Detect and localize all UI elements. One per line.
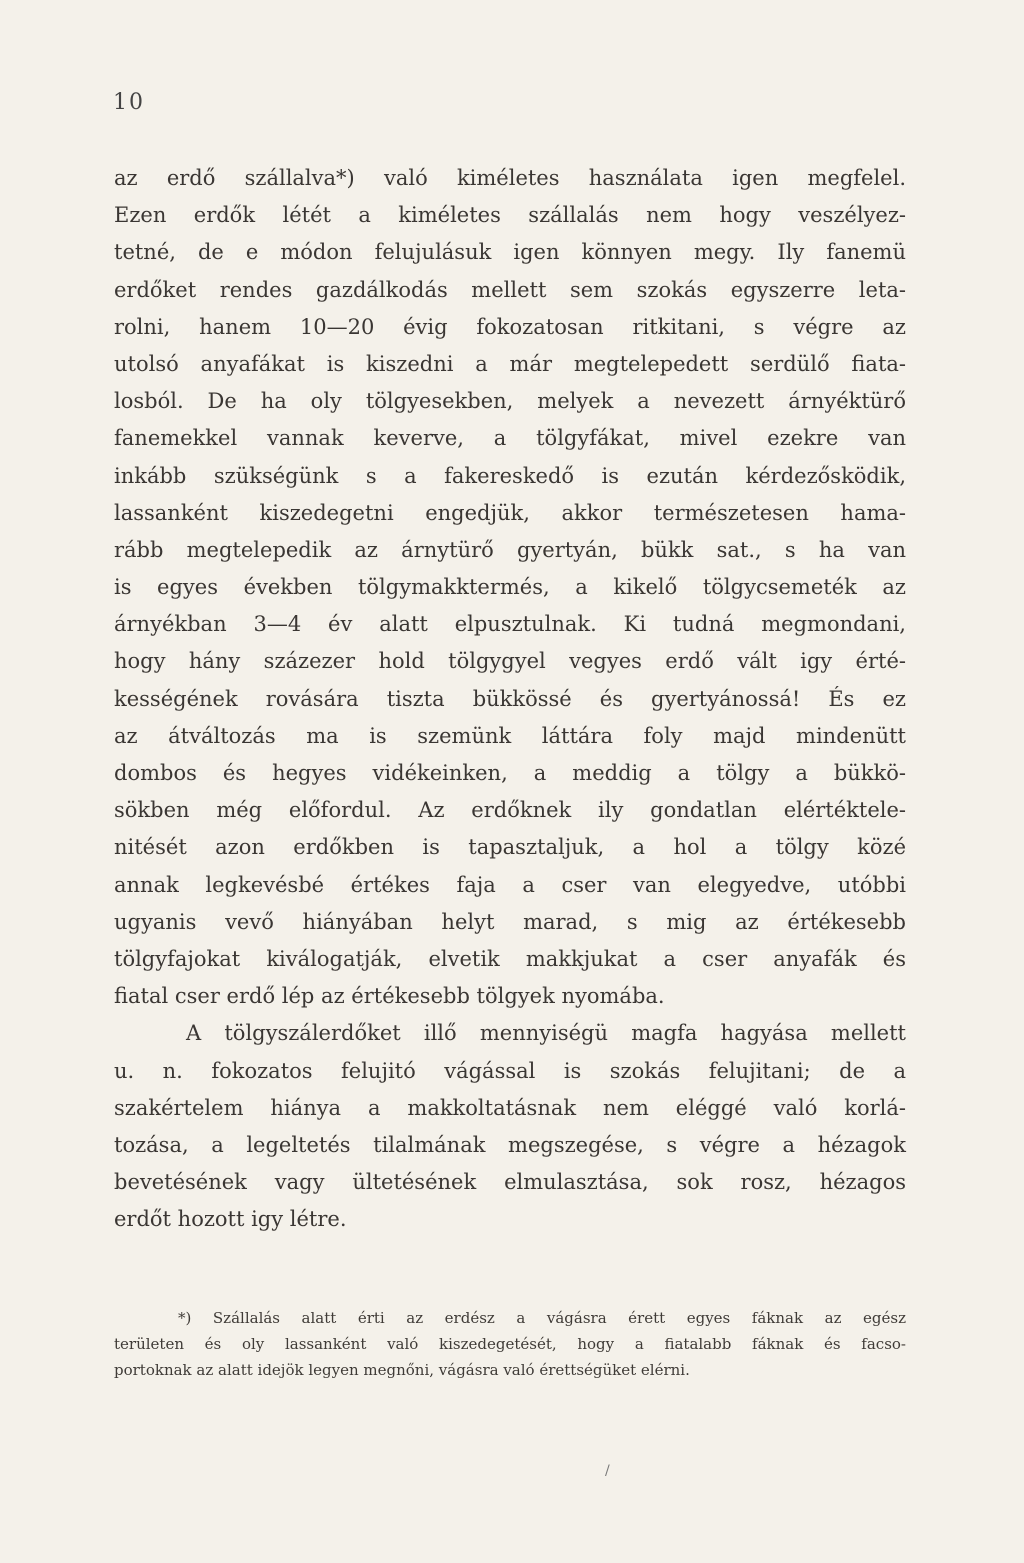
text-line: tetné, de e módon felujulásuk igen könnyen megy. Ily fanemü [114, 240, 906, 265]
text-line: inkább szükségünk s a fakereskedő is ezután kérdezősködik, [114, 463, 906, 488]
text-line: az erdő szállalva*) való kiméletes használata igen megfelel. [114, 166, 906, 190]
text-line: dombos és hegyes vidékeinken, a meddig a tölgy a bükkö- [114, 761, 906, 785]
text-line: utolsó anyafákat is kiszedni a már megtelepedett serdülő fiata- [114, 351, 906, 376]
footnote-line: területen és oly lassanként való kiszedegetését, hogy a fiatalabb fáknak és facso- [114, 1335, 906, 1353]
text-line: rább megtelepedik az árnytürő gyertyán, bükk sat., s ha van [114, 537, 906, 562]
text-line: losból. De ha oly tölgyesekben, melyek a nevezett árnyéktürő [114, 389, 906, 414]
text-line: árnyékban 3—4 év alatt elpusztulnak. Ki tudná megmondani, [114, 612, 906, 637]
text-line: az átváltozás ma is szemünk láttára foly majd mindenütt [114, 723, 906, 748]
text-line: annak legkevésbé értékes faja a cser van elegyedve, utóbbi [114, 872, 906, 897]
stray-mark: / [605, 1463, 610, 1479]
text-line: sökben még előfordul. Az erdőknek ily gondatlan elértéktele- [114, 798, 906, 823]
text-line: fanemekkel vannak keverve, a tölgyfákat, mivel ezekre van [114, 426, 906, 451]
footnote-line: *) Szállalás alatt érti az erdész a vágásra érett egyes fáknak az egész [178, 1309, 906, 1327]
text-line: erdőket rendes gazdálkodás mellett sem szokás egyszerre leta- [114, 277, 906, 302]
text-line: szakértelem hiánya a makkoltatásnak nem eléggé való korlá- [114, 1095, 906, 1120]
text-line: u. n. fokozatos felujitó vágással is szokás felujitani; de a [114, 1058, 906, 1083]
text-line: rolni, hanem 10—20 évig fokozatosan ritkitani, s végre az [114, 314, 906, 339]
text-line: hogy hány százezer hold tölgygyel vegyes erdő vált igy érté- [114, 649, 906, 674]
text-line: bevetésének vagy ültetésének elmulasztása, sok rosz, hézagos [114, 1170, 906, 1195]
text-line: A tölgyszálerdőket illő mennyiségü magfa hagyása mellett [186, 1021, 906, 1046]
text-line: ugyanis vevő hiányában helyt marad, s mig az értékesebb [114, 909, 906, 934]
text-line: tozása, a legeltetés tilalmának megszegése, s végre a hézagok [114, 1132, 906, 1157]
text-line: fiatal cser erdő lép az értékesebb tölgyek nyomába. [114, 984, 665, 1009]
text-line: is egyes években tölgymakktermés, a kikelő tölgycsemeték az [114, 575, 906, 600]
body-text [114, 160, 906, 1238]
footnote [114, 1305, 906, 1383]
text-line: nitését azon erdőkben is tapasztaljuk, a hol a tölgy közé [114, 835, 906, 860]
page-number: 10 [113, 90, 145, 115]
text-line: lassanként kiszedegetni engedjük, akkor természetesen hama- [114, 500, 906, 525]
footnote-line: portoknak az alatt idejök legyen megnőni, vágásra való érettségüket elérni. [114, 1361, 690, 1379]
text-line: Ezen erdők létét a kiméletes szállalás nem hogy veszélyez- [114, 203, 906, 228]
text-line: tölgyfajokat kiválogatják, elvetik makkjukat a cser anyafák és [114, 946, 906, 971]
text-line: erdőt hozott igy létre. [114, 1207, 347, 1232]
text-line: kességének rovására tiszta bükkössé és gyertyánossá! És ez [114, 686, 906, 711]
